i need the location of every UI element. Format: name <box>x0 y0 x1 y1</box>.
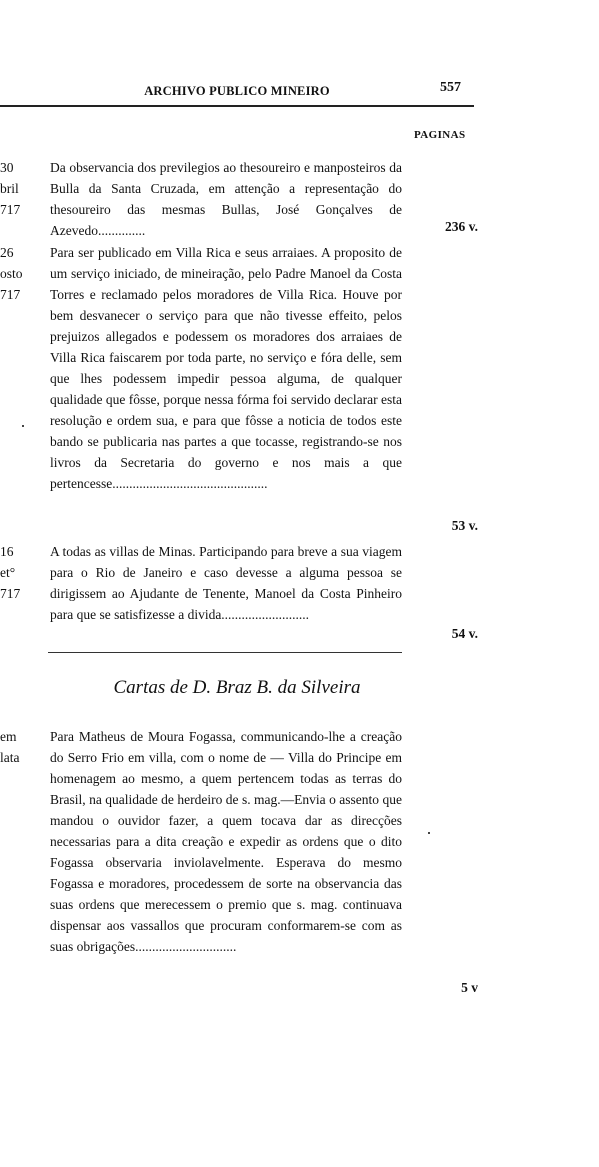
date-line: 30 <box>0 160 14 175</box>
running-title: ARCHIVO PUBLICO MINEIRO <box>144 84 330 98</box>
date-line: 717 <box>0 287 21 302</box>
entry-text: Para Matheus de Moura Fogassa, communicando-lhe a creação do Serro Frio em villa, com o nome de — Villa do Principe em homenagem ao mesmo, a quem pertencem todas as terras do Brasil, na qualidade de herdeiro de s. mag.—Envia o assento que mandou o ouvidor fazer, a quem tocava dar as direcções necessarias para a dita creação e expedir as ordens que o dito Fogassa observaria inviolavelmente. Esperava do mesmo Fogassa e moradores, procedessem de sorte na observancia das suas ordens que merecessem o premio que s. mag. continuava dispensar aos vassallos que procuram conformarem-se com as suas obrigações.............................. <box>50 729 402 954</box>
entry-dates <box>0 726 46 768</box>
entry-dates <box>0 242 46 305</box>
entry-text: Para ser publicado em Villa Rica e seus arraiaes. A proposito de um serviço iniciado, de mineiração, pelo Padre Manoel da Costa Torres e reclamado pelos moradores de Villa Rica. Houve por bem desvanecer o serviço para que não tivesse effeito, pelos prejuizos allegados e podessem os moradores dos arraiaes de Villa Rica faiscarem por toda parte, no serviço e fóra delle, sem que lhes podessem impedir pessoa alguma, de qualquer qualidade que fôsse, porque nessa fórma foi servido declarar esta resolução e ordem sua, e para que fôsse a noticia de todos este bando se publicaria nas partes a que tocasse, registrando-se nos livros da Secretaria do governo e nos mais a que pertencesse.............................................. <box>50 245 402 491</box>
date-line: 16 <box>0 544 14 559</box>
header-rule <box>0 105 474 107</box>
column-heading: PAGINAS <box>414 129 466 141</box>
entry-divider <box>48 652 402 653</box>
section-title: Cartas de D. Braz B. da Silveira <box>113 677 361 698</box>
entry-text: Da observancia dos previlegios ao thesoureiro e manposteiros da Bulla da Santa Cruzada, em attenção a representação do thesoureiro das mesmas Bullas, José Gonçalves de Azevedo.............. <box>50 160 402 238</box>
date-line: 26 <box>0 245 14 260</box>
page-reference: 236 v. <box>444 219 478 234</box>
date-line: lata <box>0 750 20 765</box>
print-speck <box>428 832 430 834</box>
date-line: bril <box>0 181 19 196</box>
entry-dates <box>0 541 46 604</box>
page-reference: 53 v. <box>451 518 478 533</box>
page-reference: 5 v <box>461 980 478 995</box>
date-line: 717 <box>0 202 21 217</box>
date-line: osto <box>0 266 23 281</box>
page-number: 557 <box>440 80 461 95</box>
print-speck <box>22 425 24 427</box>
entry-text: A todas as villas de Minas. Participando para breve a sua viagem para o Rio de Janeiro e caso devesse a alguma pessoa se dirigissem ao Ajudante de Tenente, Manoel da Costa Pinheiro para que se satisfizesse a divida.......................... <box>50 544 402 622</box>
date-line: em <box>0 729 17 744</box>
entry-dates <box>0 157 46 220</box>
date-line: et° <box>0 565 16 580</box>
date-line: 717 <box>0 586 21 601</box>
page-reference: 54 v. <box>451 626 478 641</box>
